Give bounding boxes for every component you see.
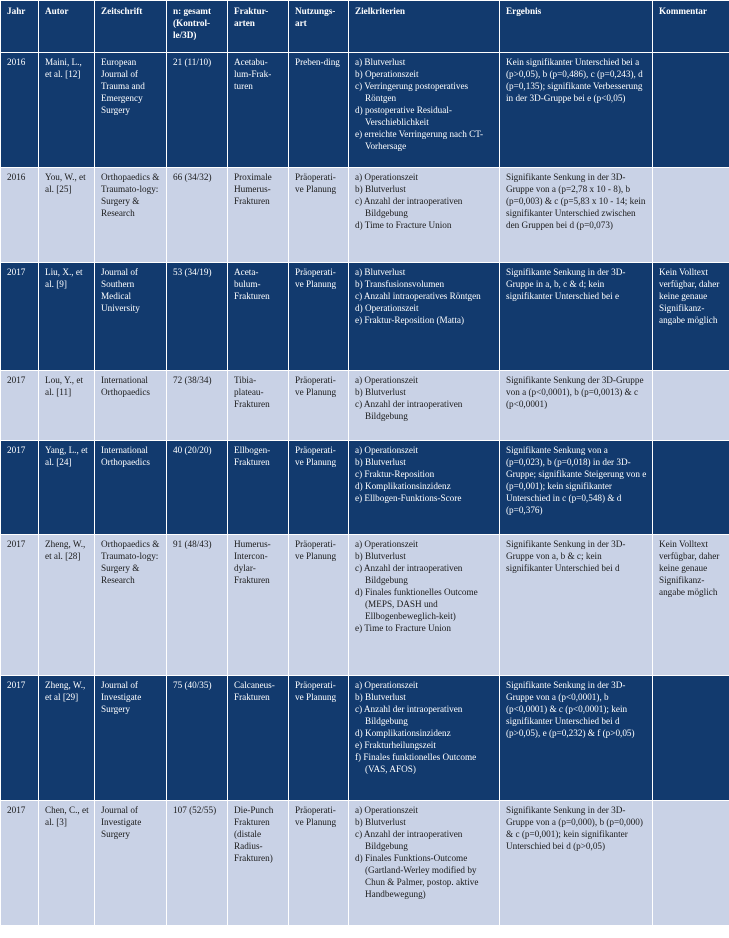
cell-ergebnis: Signifikante Senkung der 3D-Gruppe von a (p<0,0001), b (p=0,0013) & c (p<0,0001) — [500, 371, 653, 441]
cell-kommentar: Kein Volltext verfügbar, daher keine genaue Signifikanz-angabe möglich — [653, 263, 729, 371]
cell-kommentar — [653, 371, 729, 441]
cell-jahr: 2017 — [1, 263, 39, 371]
criterion-item: b) Transfusionsvolumen — [355, 279, 445, 289]
criterion-item: f) Finales funktionelles Outcome (VAS, AFOS) — [355, 752, 477, 774]
criterion-item: d) Operationszeit — [355, 303, 419, 313]
criterion-item: e) Time to Fracture Union — [355, 623, 451, 633]
cell-zielkriterien — [349, 371, 500, 441]
criterion-item: b) Blutverlust — [355, 387, 406, 397]
cell-zielkriterien — [349, 168, 500, 263]
criterion-item: d) Time to Fracture Union — [355, 220, 452, 230]
table-row — [1, 535, 729, 676]
cell-zeitschrift: European Journal of Trauma and Emergency Surgery — [95, 53, 167, 168]
table-row — [1, 676, 729, 801]
header-zeitschrift: Zeitschrift — [95, 1, 167, 53]
criterion-item: d) postoperative Residual-Verschieblichkeit — [355, 105, 452, 127]
cell-zeitschrift: International Orthopaedics — [95, 441, 167, 535]
cell-nutzungsart: Präoperati-ve Planung — [289, 371, 349, 441]
cell-autor: Liu, X., et al. [9] — [39, 263, 95, 371]
cell-nutzungsart: Präoperati-ve Planung — [289, 263, 349, 371]
criterion-item: e) Ellbogen-Funktions-Score — [355, 493, 462, 503]
criterion-item: c) Anzahl intraoperatives Röntgen — [355, 291, 481, 301]
cell-jahr: 2016 — [1, 168, 39, 263]
header-ergebnis: Ergebnis — [500, 1, 653, 53]
cell-ergebnis: Signifikante Senkung in der 3D-Gruppe von a, b & c; kein signifikanter Unterschied bei d — [500, 535, 653, 676]
cell-n: 72 (38/34) — [167, 371, 228, 441]
cell-kommentar — [653, 676, 729, 801]
criterion-item: c) Fraktur-Reposition — [355, 469, 435, 479]
cell-zielkriterien — [349, 676, 500, 801]
cell-nutzungsart: Präoperati-ve Planung — [289, 535, 349, 676]
cell-kommentar: Kein Volltext verfügbar, daher keine genaue Signifikanz-angabe möglich — [653, 535, 729, 676]
cell-zielkriterien — [349, 441, 500, 535]
table-row — [1, 371, 729, 441]
criterion-item: b) Blutverlust — [355, 692, 406, 702]
criterion-item: a) Blutverlust — [355, 267, 406, 277]
cell-ergebnis: Signifikante Senkung von a (p=0,023), b (p=0,018) in der 3D-Gruppe; signifikante Steigerung von e (p=0,001); kein signifikanter Unterschied in c (p=0,548) & d (p=0,376) — [500, 441, 653, 535]
cell-zielkriterien — [349, 801, 500, 926]
criterion-item: a) Operationszeit — [355, 445, 419, 455]
cell-jahr: 2017 — [1, 676, 39, 801]
cell-nutzungsart: Präoperati-ve Planung — [289, 801, 349, 926]
table-row — [1, 168, 729, 263]
table-row — [1, 53, 729, 168]
cell-ergebnis: Signifikante Senkung in der 3D-Gruppe in a, b, c & d; kein signifikanter Unterschied bei e — [500, 263, 653, 371]
cell-nutzungsart: Preben-ding — [289, 53, 349, 168]
criterion-item: a) Operationszeit — [355, 539, 419, 549]
criterion-item: d) Finales funktionelles Outcome (MEPS, DASH und Ellbogenbeweglich-keit) — [355, 587, 478, 621]
cell-frakturarten: Calcaneus-Frakturen — [228, 676, 289, 801]
criterion-item: a) Operationszeit — [355, 805, 419, 815]
criterion-item: b) Operationszeit — [355, 69, 419, 79]
cell-zielkriterien — [349, 535, 500, 676]
cell-frakturarten: Humerus-Intercon-dylar-Frakturen — [228, 535, 289, 676]
cell-nutzungsart: Präoperati-ve Planung — [289, 441, 349, 535]
cell-autor: Lou, Y., et al. [11] — [39, 371, 95, 441]
header-row — [1, 1, 729, 53]
header-nutzungsart: Nutzungs-art — [289, 1, 349, 53]
criterion-item: e) erreichte Verringerung nach CT-Vorhersage — [355, 129, 484, 151]
cell-ergebnis: Signifikante Senkung in der 3D-Gruppe von a (p=0,000), b (p=0,000) & c (p=0,001); kein signifikanter Unterschied bei d (p>0,05) — [500, 801, 653, 926]
criterion-item: d) Finales Funktions-Outcome (Gartland-Werley modified by Chun & Palmer, postop. aktive Handbewegung) — [355, 853, 479, 899]
cell-jahr: 2017 — [1, 535, 39, 676]
cell-zeitschrift: Journal of Investigate Surgery — [95, 676, 167, 801]
cell-frakturarten: Aceta-bulum-Frakturen — [228, 263, 289, 371]
cell-kommentar — [653, 168, 729, 263]
criterion-item: c) Anzahl der intraoperativen Bildgebung — [355, 704, 463, 726]
cell-zeitschrift: Journal of Southern Medical University — [95, 263, 167, 371]
cell-ergebnis: Signifikante Senkung in der 3D-Gruppe von a (p<0,0001), b (p<0,0001) & c (p<0,0001); kein signifikanter Unterschied bei d (p>0,05), e (p=0,232) & f (p>0,05) — [500, 676, 653, 801]
cell-kommentar — [653, 801, 729, 926]
cell-jahr: 2016 — [1, 53, 39, 168]
cell-ergebnis: Signifikante Senkung in der 3D-Gruppe von a (p=2,78 x 10 - 8), b (p=0,003) & c (p=5,83 x 10 - 14; kein signifikanter Unterschied zwischen den Gruppen bei d (p=0,073) — [500, 168, 653, 263]
cell-n: 66 (34/32) — [167, 168, 228, 263]
cell-jahr: 2017 — [1, 441, 39, 535]
header-frakturarten: Fraktur-arten — [228, 1, 289, 53]
criterion-item: e) Frakturheilungszeit — [355, 740, 436, 750]
criterion-item: c) Verringerung postoperatives Röntgen — [355, 81, 469, 103]
cell-n: 107 (52/55) — [167, 801, 228, 926]
cell-n: 75 (40/35) — [167, 676, 228, 801]
cell-autor: Maini, L., et al. [12] — [39, 53, 95, 168]
criterion-item: d) Komplikationsinzidenz — [355, 481, 451, 491]
header-zielkriterien: Zielkriterien — [349, 1, 500, 53]
header-jahr: Jahr — [1, 1, 39, 53]
criterion-item: e) Fraktur-Reposition (Matta) — [355, 315, 465, 325]
cell-jahr: 2017 — [1, 371, 39, 441]
criterion-item: c) Anzahl der intraoperativen Bildgebung — [355, 829, 463, 851]
cell-n: 91 (48/43) — [167, 535, 228, 676]
cell-frakturarten: Ellbogen-Frakturen — [228, 441, 289, 535]
table-body — [1, 53, 729, 926]
criterion-item: b) Blutverlust — [355, 551, 406, 561]
cell-zielkriterien — [349, 53, 500, 168]
header-kommentar: Kommentar — [653, 1, 729, 53]
criterion-item: a) Operationszeit — [355, 680, 419, 690]
cell-frakturarten: Die-Punch Frakturen (distale Radius-Frakturen) — [228, 801, 289, 926]
cell-autor: You, W., et al. [25] — [39, 168, 95, 263]
cell-n: 21 (11/10) — [167, 53, 228, 168]
cell-kommentar — [653, 53, 729, 168]
criterion-item: a) Blutverlust — [355, 57, 406, 67]
criterion-item: a) Operationszeit — [355, 375, 419, 385]
cell-nutzungsart: Präoperati-ve Planung — [289, 676, 349, 801]
header-autor: Autor — [39, 1, 95, 53]
criterion-item: b) Blutverlust — [355, 817, 406, 827]
cell-autor: Yang, L., et al. [24] — [39, 441, 95, 535]
cell-nutzungsart: Präoperati-ve Planung — [289, 168, 349, 263]
cell-autor: Chen, C., et al. [3] — [39, 801, 95, 926]
criterion-item: a) Operationszeit — [355, 172, 419, 182]
cell-zeitschrift: International Orthopaedics — [95, 371, 167, 441]
cell-n: 40 (20/20) — [167, 441, 228, 535]
criterion-item: d) Komplikationsinzidenz — [355, 728, 451, 738]
cell-ergebnis: Kein signifikanter Unterschied bei a (p>0,05), b (p=0,486), c (p=0,243), d (p=0,135); signifikante Verbesserung in der 3D-Gruppe bei e (p<0,05) — [500, 53, 653, 168]
cell-n: 53 (34/19) — [167, 263, 228, 371]
header-n: n: gesamt (Kontrol-le/3D) — [167, 1, 228, 53]
table-row — [1, 263, 729, 371]
cell-kommentar — [653, 441, 729, 535]
criterion-item: c) Anzahl der intraoperativen Bildgebung — [355, 399, 463, 421]
cell-frakturarten: Tibia-plateau-Frakturen — [228, 371, 289, 441]
cell-zeitschrift: Orthopaedics & Traumato-logy: Surgery & Research — [95, 535, 167, 676]
criterion-item: c) Anzahl der intraoperativen Bildgebung — [355, 196, 463, 218]
table-row — [1, 801, 729, 926]
table-row — [1, 441, 729, 535]
cell-zeitschrift: Orthopaedics & Traumato-logy: Surgery & Research — [95, 168, 167, 263]
cell-zeitschrift: Journal of Investigate Surgery — [95, 801, 167, 926]
cell-jahr: 2017 — [1, 801, 39, 926]
cell-zielkriterien — [349, 263, 500, 371]
cell-autor: Zheng, W., et al [29] — [39, 676, 95, 801]
criterion-item: b) Blutverlust — [355, 184, 406, 194]
criterion-item: c) Anzahl der intraoperativen Bildgebung — [355, 563, 463, 585]
cell-frakturarten: Acetabu-lum-Frak-turen — [228, 53, 289, 168]
cell-autor: Zheng, W., et al. [28] — [39, 535, 95, 676]
cell-frakturarten: Proximale Humerus-Frakturen — [228, 168, 289, 263]
criterion-item: b) Blutverlust — [355, 457, 406, 467]
